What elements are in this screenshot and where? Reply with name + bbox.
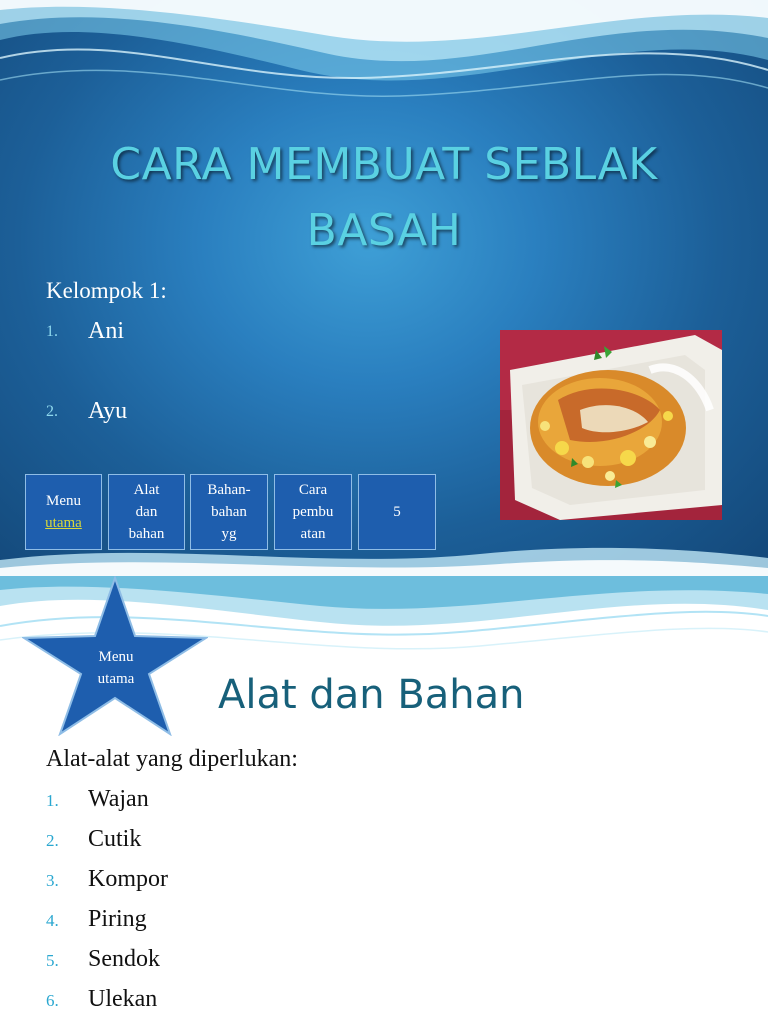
list-text: Cutik: [88, 826, 142, 852]
list-text: Sendok: [88, 946, 160, 972]
list-number: 3.: [46, 871, 59, 890]
list-item: [46, 786, 149, 813]
member-item: [46, 398, 127, 425]
member-number: 1.: [46, 323, 58, 341]
section-title: Alat dan Bahan: [218, 672, 525, 718]
menu-utama-link[interactable]: utama: [45, 515, 82, 531]
list-item: [46, 946, 160, 973]
list-number: 1.: [46, 791, 59, 810]
content-slide: [0, 576, 768, 1024]
nav-button-bahan-bahan[interactable]: Bahan- bahan yg: [190, 474, 268, 550]
member-name: Ani: [88, 318, 124, 344]
star-label-line: Menu: [98, 649, 134, 665]
list-item: [46, 866, 168, 893]
list-number: 5.: [46, 951, 59, 970]
nav-button-menu-utama[interactable]: [25, 474, 102, 550]
member-item: [46, 318, 124, 345]
bottom-wave-decoration: [0, 540, 768, 576]
star-label-line: utama: [97, 671, 135, 687]
list-text: Wajan: [88, 786, 149, 812]
tools-list-label: Alat-alat yang diperlukan:: [46, 746, 298, 772]
list-text: Ulekan: [88, 986, 158, 1012]
nav-button-label: Menu: [46, 493, 81, 509]
nav-button-alat-dan-bahan[interactable]: Alat dan bahan: [108, 474, 185, 550]
top-wave-decoration: [0, 0, 768, 110]
list-number: 2.: [46, 831, 59, 850]
nav-button-5[interactable]: 5: [358, 474, 436, 550]
star-menu-label[interactable]: [72, 646, 160, 690]
nav-button-cara-pembuatan[interactable]: Cara pembu atan: [274, 474, 352, 550]
list-number: 4.: [46, 911, 59, 930]
list-item: [46, 986, 157, 1013]
member-name: Ayu: [88, 398, 128, 424]
list-text: Piring: [88, 906, 147, 932]
seblak-food-photo: [500, 330, 722, 520]
page-title: CARA MEMBUAT SEBLAK BASAH: [110, 139, 658, 256]
list-item: [46, 826, 141, 853]
list-text: Kompor: [88, 866, 168, 892]
list-number: 6.: [46, 991, 59, 1010]
member-number: 2.: [46, 403, 58, 421]
group-label: Kelompok 1:: [46, 278, 167, 303]
list-item: [46, 906, 147, 933]
